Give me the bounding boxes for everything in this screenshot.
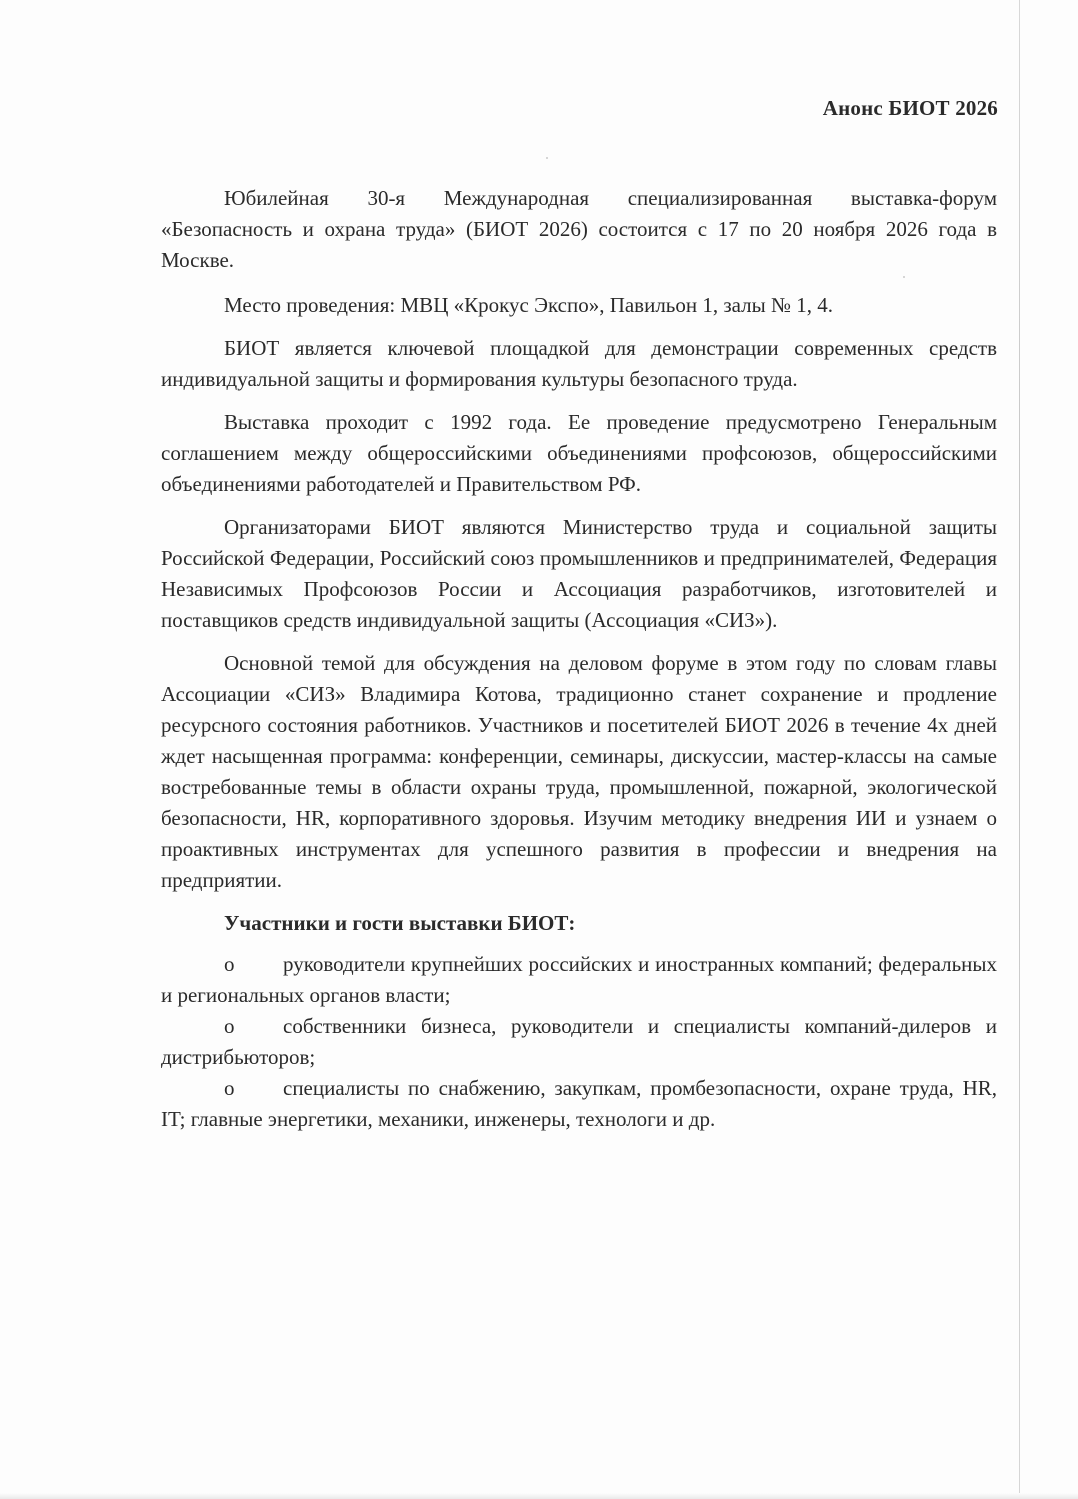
list-item bbox=[161, 949, 997, 1011]
scan-edge-line bbox=[1019, 0, 1020, 1499]
paragraph-intro: Юбилейная 30-я Международная специализированная выставка-форум «Безопасность и охрана труда» (БИОТ 2026) состоится с 17 по 20 ноября 2026 года в Москве. bbox=[161, 186, 997, 272]
paragraph-history: Выставка проходит с 1992 года. Ее проведение предусмотрено Генеральным соглашением между общероссийскими объединениями профсоюзов, общероссийскими объединениями работодателей и Правительством РФ. bbox=[161, 410, 997, 496]
document-title: Анонс БИОТ 2026 bbox=[822, 96, 998, 120]
bullet-marker: o bbox=[224, 1076, 235, 1100]
document-body bbox=[161, 183, 997, 1135]
list-item-text: специалисты по снабжению, закупкам, промбезопасности, охране труда, HR, IT; главные энергетики, механики, инженеры, технологи и др. bbox=[161, 1076, 997, 1131]
list-item bbox=[161, 1073, 997, 1135]
bullet-marker: o bbox=[224, 952, 235, 976]
paragraph-forum-theme: Основной темой для обсуждения на деловом форуме в этом году по словам главы Ассоциации «СИЗ» Владимира Котова, традиционно станет сохранение и продление ресурсного состояния работников. Участников и посетителей БИОТ 2026 в течение 4х дней ждет насыщенная программа: конференции, семинары, дискуссии, мастер-классы на самые востребованные темы в области охраны труда, промышленной, пожарной, экологической безопасности, HR, корпоративного здоровья. Изучим методику внедрения ИИ и узнаем о проактивных инструментах для успешного развития в профессии и внедрения на предприятии. bbox=[161, 651, 997, 892]
scan-bottom-edge bbox=[0, 1493, 1078, 1499]
paragraph-role: БИОТ является ключевой площадкой для демонстрации современных средств индивидуальной защиты и формирования культуры безопасного труда. bbox=[161, 336, 997, 391]
list-item bbox=[161, 1011, 997, 1073]
list-item-text: собственники бизнеса, руководители и специалисты компаний-дилеров и дистрибьюторов; bbox=[161, 1014, 997, 1069]
list-item-text: руководители крупнейших российских и иностранных компаний; федеральных и региональных органов власти; bbox=[161, 952, 997, 1007]
section-heading: Участники и гости выставки БИОТ: bbox=[224, 911, 576, 935]
bullet-marker: o bbox=[224, 1014, 235, 1038]
paragraph-organizers: Организаторами БИОТ являются Министерство труда и социальной защиты Российской Федерации, Российский союз промышленников и предпринимателей, Федерация Независимых Профсоюзов России и Ассоциация разработчиков, изготовителей и поставщиков средств индивидуальной защиты (Ассоциация «СИЗ»). bbox=[161, 515, 997, 632]
paragraph-venue: Место проведения: МВЦ «Крокус Экспо», Павильон 1, залы № 1, 4. bbox=[224, 293, 834, 317]
scan-speck bbox=[546, 157, 548, 159]
